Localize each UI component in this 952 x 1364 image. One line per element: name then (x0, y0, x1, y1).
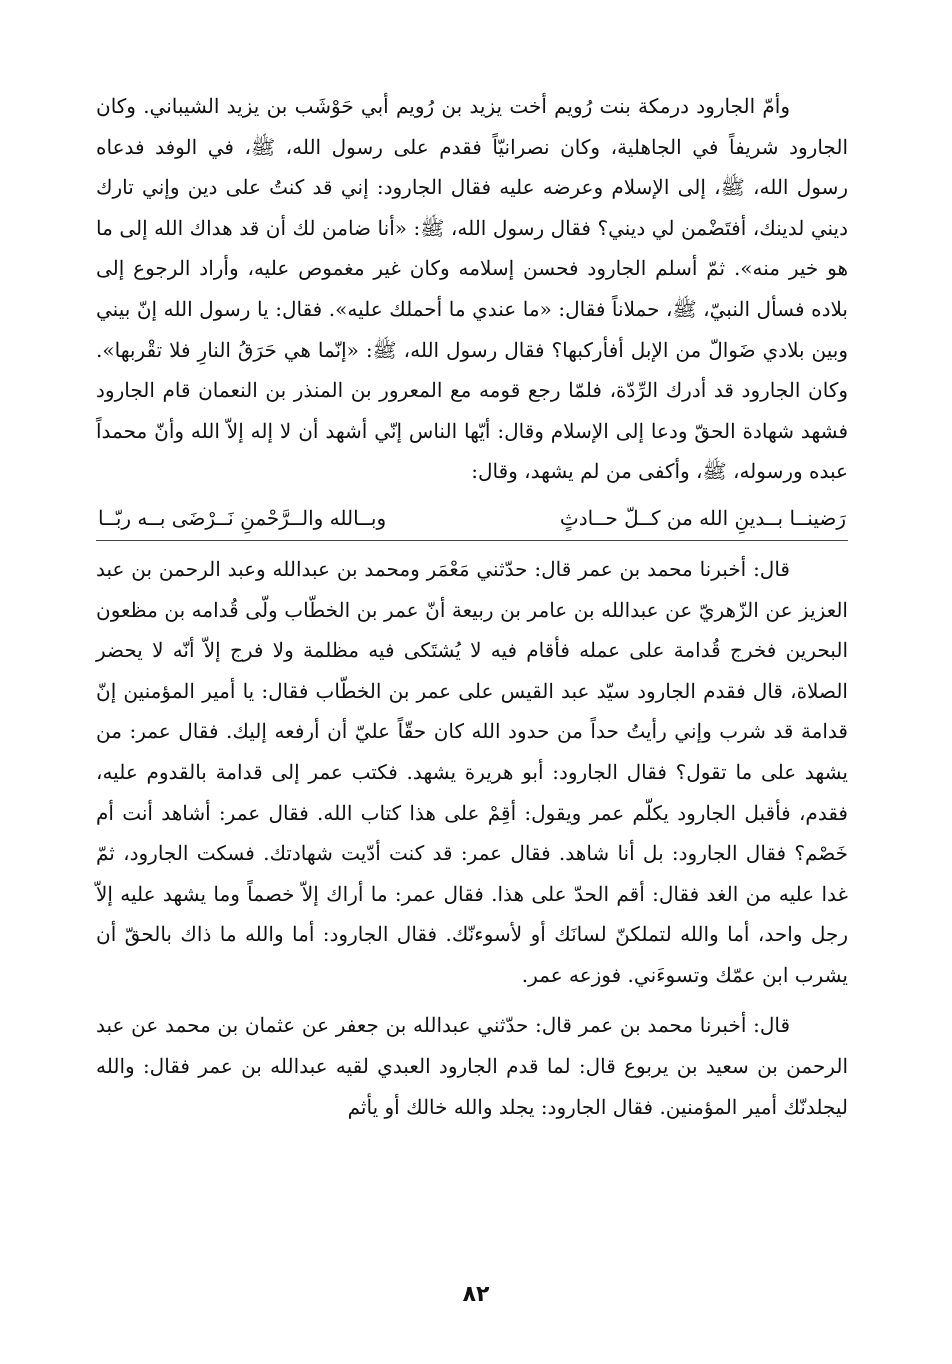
paragraph-spacer (96, 995, 848, 1005)
page-number: ٨٢ (462, 1282, 490, 1307)
paragraph-qudama-narration: قال: أخبرنا محمد بن عمر قال: حدّثني مَعْمَر ومحمد بن عبدالله وعبد الرحمن بن عبد العزيز عن الزّهريّ عن عبدالله بن عامر بن ربيعة أنّ عمر بن الخطّاب ولّى قُدامه بن مظعون البحرين فخرج قُدامة على عمله فأقام فيه لا يُشتَكى فيه مظلمة ولا فرج إلاّ أنّه لا يحضر الصلاة، قال فقدم الجارود سيّد عبد القيس على عمر بن الخطّاب فقال: يا أمير المؤمنين إنّ قدامة قد شرب وإني رأيتُ حداً من حدود الله كان حقّاً عليّ أن أرفعه إليك. فقال عمر: من يشهد على ما تقول؟ فقال الجارود: أبو هريرة يشهد. فكتب عمر إلى قدامة بالقدوم عليه، فقدم، فأقبل الجارود يكلّم عمر ويقول: أقِمْ على هذا كتاب الله. فقال عمر: أشاهد أنت أم خَصْم؟ فقال الجارود: بل أنا شاهد. فقال عمر: قد كنت أدّيت شهادتك. فسكت الجارود، ثمّ غدا عليه من الغد فقال: أقم الحدّ على هذا. فقال عمر: ما أراك إلاّ خصماً وما يشهد عليه إلاّ رجل واحد، أما والله لتملكنّ لسانَك أو لأسوءنّك. فقال الجارود: أما والله ما ذاك بالحقّ أن يشرب ابن عمّك وتسوءَني. فوزعه عمر. (96, 556, 848, 987)
paragraph-jarud-biography: وأمّ الجارود درمكة بنت رُويم أخت يزيد بن رُويم أبي حَوْشَب بن يزيد الشيباني. وكان الجارود شريفاً في الجاهلية، وكان نصرانيّاً فقدم على رسول الله، ﷺ، في الوفد فدعاه رسول الله، ﷺ، إلى الإسلام وعرضه عليه فقال الجارود: إني قد كنتُ على دين وإني تارك ديني لدينك، أفتَضْمن لي ديني؟ فقال رسول الله، ﷺ: «أنا ضامن لك أن قد هداك الله إلى ما هو خير منه». ثمّ أسلم الجارود فحسن إسلامه وكان غير مغموص عليه، وأراد الرجوع إلى بلاده فسأل النبيّ، ﷺ، حملاناً فقال: «ما عندي ما أحملك عليه». فقال: يا رسول الله إنّ بيني وبين بلادي ضَوالّ من الإبل أفأركبها؟ فقال رسول الله، ﷺ: «إنّما هي حَرَقُ النارِ فلا تقْربها». وكان الجارود قد أدرك الرِّدّة، فلمّا رجع قومه مع المعرور بن المنذر بن النعمان قام الجارود فشهد شهادة الحقّ ودعا إلى الإسلام وقال: أيّها الناس إنّي أشهد أن لا إله إلاّ الله وأنّ محمداً عبده ورسوله، ﷺ، وأكفى من لم يشهد، وقال: (96, 94, 848, 484)
verse-first-hemistich: رَضينــا بــدينِ الله من كــلّ حــادثٍ (559, 505, 846, 530)
verse-second-hemistich: وبــالله والــرَّحْمنِ نَــرْضَى بــه ربّــا (98, 505, 387, 530)
poetry-verse (96, 498, 848, 538)
book-page (96, 86, 848, 1127)
paragraph-abdullah-narration: قال: أخبرنا محمد بن عمر قال: حدّثني عبدالله بن جعفر عن عثمان بن محمد عن عبد الرحمن بن سعيد بن يربوع قال: لما قدم الجارود العبدي لقيه عبدالله بن عمر فقال: والله ليجلدنّك أمير المؤمنين. فقال الجارود: يجلد والله خالك أو يأثم (96, 1013, 848, 1119)
verse-divider (96, 540, 848, 541)
